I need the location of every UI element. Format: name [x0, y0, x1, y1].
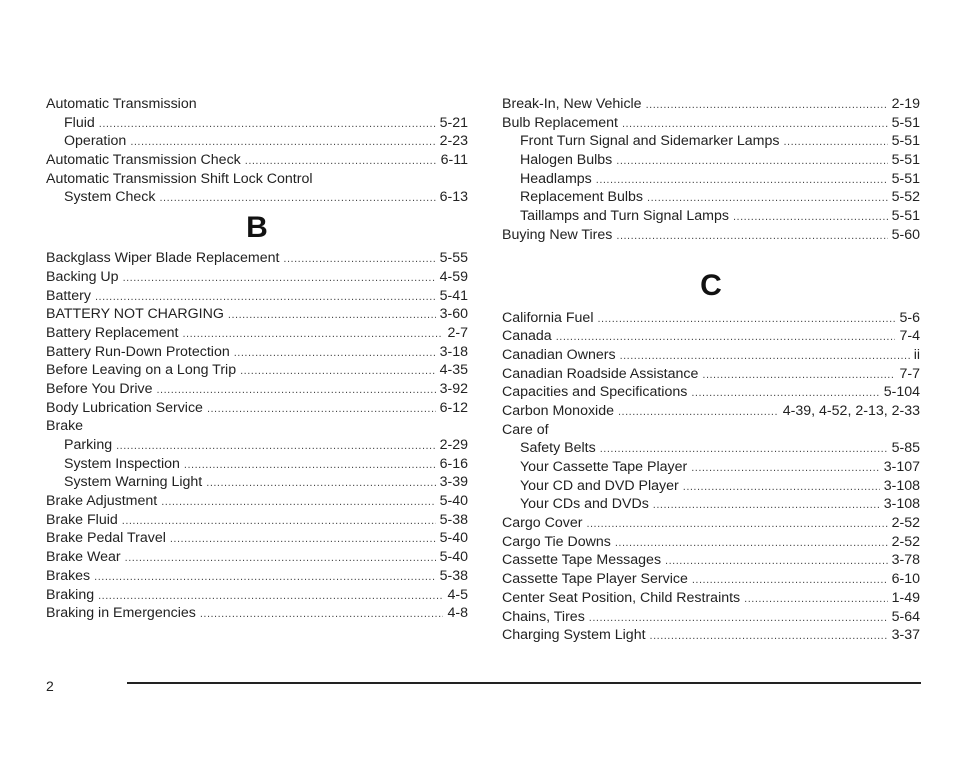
index-entry-page: 6-12 — [439, 399, 468, 416]
index-entry-term: Brake Adjustment — [46, 493, 158, 510]
dot-leader — [206, 474, 435, 492]
dot-leader — [228, 306, 436, 324]
index-entry-term: System Warning Light — [64, 474, 203, 491]
index-entry — [46, 473, 468, 492]
dot-leader — [94, 568, 435, 586]
dot-leader — [123, 269, 436, 287]
index-entry-page: 1-49 — [891, 589, 920, 606]
index-entry — [46, 417, 468, 436]
index-entry — [502, 551, 920, 570]
index-entry-page: 5-85 — [891, 440, 920, 457]
dot-leader — [653, 496, 880, 514]
index-entry — [502, 495, 920, 514]
index-entry-term: Body Lubrication Service — [46, 399, 203, 416]
index-entry-page: 4-35 — [439, 362, 468, 379]
index-entry-term: Center Seat Position, Child Restraints — [502, 589, 741, 606]
index-entry-page: 2-19 — [891, 96, 920, 112]
index-entry-page: 3-92 — [439, 380, 468, 397]
index-entry — [502, 570, 920, 589]
index-entry-term: BATTERY NOT CHARGING — [46, 306, 224, 323]
index-entry-page: 2-23 — [439, 133, 468, 150]
dot-leader — [646, 96, 888, 114]
index-entry — [46, 343, 468, 362]
index-entry-page: 4-39, 4-52, 2-13, 2-33 — [782, 402, 920, 419]
index-entry — [502, 207, 920, 226]
dot-leader — [744, 590, 887, 608]
dot-leader — [184, 456, 436, 474]
index-entry-page: 7-4 — [899, 328, 920, 345]
dot-leader — [618, 403, 779, 421]
index-entry-page: 5-51 — [891, 152, 920, 169]
index-entry-term: Cassette Tape Player Service — [502, 571, 688, 588]
index-entry-page: 2-52 — [891, 533, 920, 550]
index-entry-term: Automatic Transmission — [46, 96, 197, 112]
index-entry-term: Canada — [502, 328, 552, 345]
index-entry — [502, 477, 920, 496]
index-entry-page: 6-13 — [439, 189, 468, 206]
index-entry-term: Brake Pedal Travel — [46, 530, 166, 547]
index-entry-page: 5-41 — [439, 287, 468, 304]
dot-leader — [616, 152, 887, 170]
index-entry-page: 5-104 — [883, 384, 920, 401]
dot-leader — [98, 587, 443, 605]
dot-leader — [702, 366, 895, 384]
dot-leader — [691, 459, 880, 477]
dot-leader — [130, 133, 435, 151]
index-entry-term: Canadian Owners — [502, 346, 616, 363]
index-entry-page: 6-16 — [439, 455, 468, 472]
index-entry-term: Braking — [46, 586, 95, 603]
index-entry — [46, 492, 468, 511]
index-entry-page: 3-108 — [883, 496, 920, 513]
index-entry — [502, 514, 920, 533]
dot-leader — [122, 512, 436, 530]
index-entry-term: System Inspection — [64, 455, 180, 472]
index-entry-term: Buying New Tires — [502, 226, 613, 243]
index-entry-term: Replacement Bulbs — [520, 189, 644, 206]
index-entry-page: 5-38 — [439, 511, 468, 528]
index-entry-term: Taillamps and Turn Signal Lamps — [520, 208, 729, 225]
index-entry-term: Your CDs and DVDs — [520, 496, 649, 513]
index-entry — [502, 188, 920, 207]
index-entry-page: 4-5 — [447, 586, 468, 603]
index-entry — [502, 132, 920, 151]
dot-leader — [615, 534, 888, 552]
index-entry-page: 5-40 — [439, 493, 468, 510]
index-entry — [502, 626, 920, 645]
index-entry-term: Automatic Transmission Shift Lock Control — [46, 170, 313, 187]
dot-leader — [200, 605, 444, 623]
dot-leader — [116, 437, 435, 455]
index-entry — [502, 439, 920, 458]
index-entry — [46, 188, 468, 207]
index-entry — [46, 95, 468, 114]
index-entry — [46, 586, 468, 605]
index-entry — [502, 365, 920, 384]
index-entry-term: Backglass Wiper Blade Replacement — [46, 250, 280, 267]
index-entry-page: ii — [913, 346, 920, 363]
index-entry-page: 3-37 — [891, 627, 920, 644]
index-entry-term: Carbon Monoxide — [502, 402, 614, 419]
dot-leader — [99, 115, 436, 133]
index-entry — [46, 455, 468, 474]
index-entry-term: Safety Belts — [520, 440, 596, 457]
dot-leader — [665, 552, 888, 570]
index-entry — [46, 151, 468, 170]
dot-leader — [622, 115, 888, 133]
index-entry-term: Before You Drive — [46, 380, 153, 397]
index-entry — [502, 226, 920, 245]
index-entry-term: Battery Run-Down Protection — [46, 343, 230, 360]
index-entry — [502, 151, 920, 170]
dot-leader — [600, 440, 888, 458]
index-entry-page: 5-51 — [891, 208, 920, 225]
index-entry-term: Cargo Tie Downs — [502, 533, 611, 550]
dot-leader — [596, 171, 888, 189]
index-entry-page: 2-52 — [891, 515, 920, 532]
index-entry-page: 5-51 — [891, 170, 920, 187]
index-entry-page: 3-18 — [439, 343, 468, 360]
index-entry-term: Fluid — [64, 114, 95, 131]
index-entry — [46, 436, 468, 455]
index-group-b — [46, 249, 468, 623]
index-entry — [46, 380, 468, 399]
dot-leader — [240, 362, 436, 380]
index-entry — [46, 361, 468, 380]
index-entry — [502, 309, 920, 328]
index-entry — [502, 327, 920, 346]
index-entry-term: Charging System Light — [502, 627, 646, 644]
index-group-automatic — [46, 95, 468, 207]
index-entry — [46, 324, 468, 343]
footer-rule — [127, 682, 921, 684]
index-entry — [502, 383, 920, 402]
index-entry-page: 3-107 — [883, 459, 920, 475]
index-entry — [502, 533, 920, 552]
index-entry-term: Capacities and Specifications — [502, 384, 688, 401]
index-entry-term: Canadian Roadside Assistance — [502, 365, 699, 382]
index-entry-term: Your CD and DVD Player — [520, 477, 679, 494]
index-entry-page: 5-40 — [439, 549, 468, 566]
index-entry-page: 4-59 — [439, 268, 468, 285]
dot-leader — [156, 381, 435, 399]
dot-leader — [207, 400, 436, 418]
index-entry-page: 3-108 — [883, 477, 920, 494]
index-entry-term: Brake Wear — [46, 549, 121, 566]
dot-leader — [650, 627, 888, 645]
dot-leader — [616, 227, 887, 245]
index-entry-page: 6-11 — [440, 152, 468, 169]
index-column-left — [46, 95, 468, 623]
index-entry-term: Chains, Tires — [502, 608, 585, 625]
index-entry — [46, 529, 468, 548]
index-entry-term: Battery — [46, 287, 91, 304]
dot-leader — [125, 549, 436, 567]
index-entry-term: Brakes — [46, 567, 91, 584]
dot-leader — [683, 478, 880, 496]
dot-leader — [620, 347, 910, 365]
index-entry-term: Halogen Bulbs — [520, 152, 613, 169]
index-entry — [502, 421, 920, 440]
dot-leader — [692, 571, 888, 589]
index-entry — [502, 458, 920, 477]
index-entry-page: 2-7 — [447, 324, 468, 341]
index-entry-term: Automatic Transmission Check — [46, 152, 241, 169]
dot-leader — [556, 328, 896, 346]
dot-leader — [283, 250, 435, 268]
page-number: 2 — [46, 678, 54, 694]
dot-leader — [691, 384, 879, 402]
dot-leader — [245, 152, 437, 170]
index-entry-page: 5-51 — [891, 133, 920, 150]
index-entry-page: 5-38 — [439, 567, 468, 584]
index-entry-term: Operation — [64, 133, 127, 150]
dot-leader — [733, 208, 888, 226]
dot-leader — [783, 133, 887, 151]
index-entry-term: Brake — [46, 418, 84, 435]
dot-leader — [182, 325, 443, 343]
index-entry-page: 5-51 — [891, 114, 920, 131]
dot-leader — [95, 288, 436, 306]
dot-leader — [159, 189, 435, 207]
dot-leader — [647, 189, 888, 207]
index-column-right — [502, 95, 920, 645]
index-entry-term: Backing Up — [46, 268, 119, 285]
index-entry-page: 5-6 — [899, 309, 920, 326]
index-entry — [46, 132, 468, 151]
index-entry-page: 6-10 — [891, 571, 920, 588]
index-entry-page: 7-7 — [899, 365, 920, 382]
index-entry-term: System Check — [64, 189, 156, 206]
dot-leader — [161, 493, 435, 511]
index-entry-page: 3-39 — [439, 474, 468, 491]
dot-leader — [586, 515, 887, 533]
index-entry — [46, 305, 468, 324]
index-entry — [46, 114, 468, 133]
dot-leader — [589, 609, 888, 627]
index-entry — [502, 114, 920, 133]
index-group-b-continued — [502, 95, 920, 245]
index-entry — [46, 287, 468, 306]
index-entry — [46, 170, 468, 189]
index-entry-page: 5-52 — [891, 189, 920, 206]
index-entry-term: California Fuel — [502, 309, 594, 326]
index-entry-term: Brake Fluid — [46, 511, 118, 528]
index-entry-term: Break-In, New Vehicle — [502, 96, 642, 112]
index-entry-term: Battery Replacement — [46, 324, 179, 341]
index-entry — [502, 402, 920, 421]
index-entry-term: Bulb Replacement — [502, 114, 618, 131]
index-entry-term: Cargo Cover — [502, 515, 583, 532]
index-entry-page: 5-55 — [439, 250, 468, 267]
index-entry — [502, 608, 920, 627]
index-entry-term: Before Leaving on a Long Trip — [46, 362, 237, 379]
index-entry-page: 4-8 — [447, 605, 468, 622]
index-group-c — [502, 309, 920, 645]
index-entry — [502, 346, 920, 365]
index-entry — [502, 589, 920, 608]
index-entry-term: Headlamps — [520, 170, 592, 187]
index-entry-term: Cassette Tape Messages — [502, 552, 662, 569]
index-entry-page: 5-64 — [891, 608, 920, 625]
index-entry — [502, 95, 920, 114]
index-entry — [46, 567, 468, 586]
index-entry — [46, 548, 468, 567]
index-entry-page: 5-21 — [439, 114, 468, 131]
index-entry — [46, 511, 468, 530]
index-entry-term: Parking — [64, 437, 113, 453]
index-entry-term: Braking in Emergencies — [46, 605, 196, 622]
index-entry-term: Your Cassette Tape Player — [520, 459, 688, 475]
dot-leader — [234, 344, 436, 362]
dot-leader — [170, 530, 436, 548]
index-entry-term: Care of — [502, 421, 549, 438]
index-entry-page: 2-29 — [439, 437, 468, 453]
index-entry — [46, 249, 468, 268]
index-entry — [46, 604, 468, 623]
index-entry — [46, 268, 468, 287]
section-heading-b: B — [246, 211, 268, 245]
index-entry-term: Front Turn Signal and Sidemarker Lamps — [520, 133, 780, 150]
dot-leader — [597, 310, 895, 328]
index-entry-page: 3-60 — [439, 306, 468, 323]
section-heading-c: C — [700, 268, 722, 302]
index-entry-page: 5-60 — [891, 226, 920, 243]
index-entry-page: 3-78 — [891, 552, 920, 569]
index-entry-page: 5-40 — [439, 530, 468, 547]
index-entry — [502, 170, 920, 189]
index-entry — [46, 399, 468, 418]
